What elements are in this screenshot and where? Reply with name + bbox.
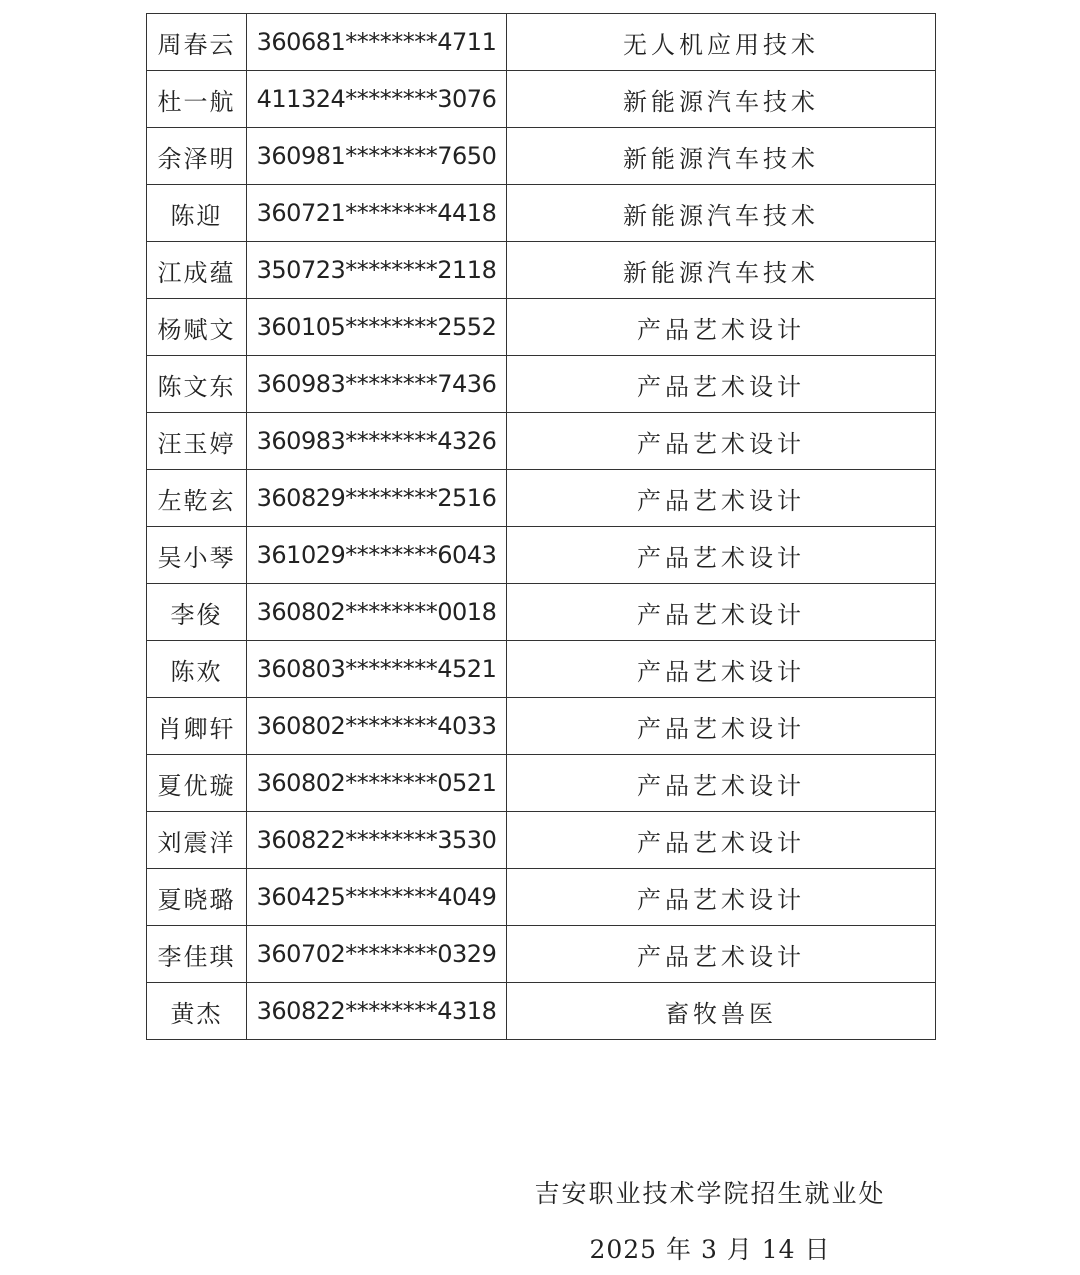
major-cell: 产品艺术设计 xyxy=(507,812,936,869)
student-name-cell: 陈文东 xyxy=(147,356,247,413)
id-number-cell: 360802********0018 xyxy=(247,584,507,641)
student-name-cell: 刘震洋 xyxy=(147,812,247,869)
student-name-cell: 周春云 xyxy=(147,14,247,71)
student-name-cell: 陈迎 xyxy=(147,185,247,242)
table-row xyxy=(147,242,936,299)
major-cell: 产品艺术设计 xyxy=(507,698,936,755)
major-cell: 产品艺术设计 xyxy=(507,755,936,812)
major-cell: 产品艺术设计 xyxy=(507,470,936,527)
major-cell: 产品艺术设计 xyxy=(507,584,936,641)
id-number-cell: 360981********7650 xyxy=(247,128,507,185)
id-number-cell: 360802********0521 xyxy=(247,755,507,812)
table-row xyxy=(147,755,936,812)
student-name-cell: 余泽明 xyxy=(147,128,247,185)
id-number-cell: 360802********4033 xyxy=(247,698,507,755)
id-number-cell: 360983********4326 xyxy=(247,413,507,470)
student-name-cell: 杜一航 xyxy=(147,71,247,128)
major-cell: 新能源汽车技术 xyxy=(507,242,936,299)
table-row xyxy=(147,413,936,470)
table-row xyxy=(147,698,936,755)
major-cell: 畜牧兽医 xyxy=(507,983,936,1040)
major-cell: 产品艺术设计 xyxy=(507,869,936,926)
major-cell: 产品艺术设计 xyxy=(507,641,936,698)
table-row xyxy=(147,527,936,584)
major-cell: 产品艺术设计 xyxy=(507,926,936,983)
major-cell: 新能源汽车技术 xyxy=(507,128,936,185)
id-number-cell: 360425********4049 xyxy=(247,869,507,926)
major-cell: 产品艺术设计 xyxy=(507,356,936,413)
table-row xyxy=(147,812,936,869)
id-number-cell: 360702********0329 xyxy=(247,926,507,983)
table-row xyxy=(147,71,936,128)
table-row xyxy=(147,926,936,983)
student-name-cell: 吴小琴 xyxy=(147,527,247,584)
id-number-cell: 360105********2552 xyxy=(247,299,507,356)
id-number-cell: 360983********7436 xyxy=(247,356,507,413)
student-name-cell: 黄杰 xyxy=(147,983,247,1040)
student-name-cell: 左乾玄 xyxy=(147,470,247,527)
major-cell: 产品艺术设计 xyxy=(507,299,936,356)
table-row xyxy=(147,641,936,698)
issue-date: 2025 年 3 月 14 日 xyxy=(589,1235,831,1264)
id-number-cell: 350723********2118 xyxy=(247,242,507,299)
table-row xyxy=(147,128,936,185)
major-cell: 产品艺术设计 xyxy=(507,527,936,584)
student-name-cell: 江成蕴 xyxy=(147,242,247,299)
student-name-cell: 汪玉婷 xyxy=(147,413,247,470)
student-name-cell: 夏优璇 xyxy=(147,755,247,812)
student-name-cell: 陈欢 xyxy=(147,641,247,698)
table-row xyxy=(147,983,936,1040)
table-row xyxy=(147,299,936,356)
table-row xyxy=(147,869,936,926)
major-cell: 无人机应用技术 xyxy=(507,14,936,71)
table-row xyxy=(147,470,936,527)
roster-body xyxy=(147,14,936,1040)
id-number-cell: 361029********6043 xyxy=(247,527,507,584)
student-name-cell: 李俊 xyxy=(147,584,247,641)
id-number-cell: 411324********3076 xyxy=(247,71,507,128)
table-row xyxy=(147,584,936,641)
id-number-cell: 360829********2516 xyxy=(247,470,507,527)
issuing-office: 吉安职业技术学院招生就业处 xyxy=(534,1179,886,1208)
id-number-cell: 360822********3530 xyxy=(247,812,507,869)
id-number-cell: 360822********4318 xyxy=(247,983,507,1040)
major-cell: 新能源汽车技术 xyxy=(507,71,936,128)
table-row xyxy=(147,14,936,71)
id-number-cell: 360803********4521 xyxy=(247,641,507,698)
student-name-cell: 夏晓璐 xyxy=(147,869,247,926)
major-cell: 新能源汽车技术 xyxy=(507,185,936,242)
id-number-cell: 360721********4418 xyxy=(247,185,507,242)
table-row xyxy=(147,185,936,242)
id-number-cell: 360681********4711 xyxy=(247,14,507,71)
student-name-cell: 杨赋文 xyxy=(147,299,247,356)
student-name-cell: 李佳琪 xyxy=(147,926,247,983)
table-row xyxy=(147,356,936,413)
student-name-cell: 肖卿轩 xyxy=(147,698,247,755)
major-cell: 产品艺术设计 xyxy=(507,413,936,470)
admission-roster-table xyxy=(146,13,936,1040)
